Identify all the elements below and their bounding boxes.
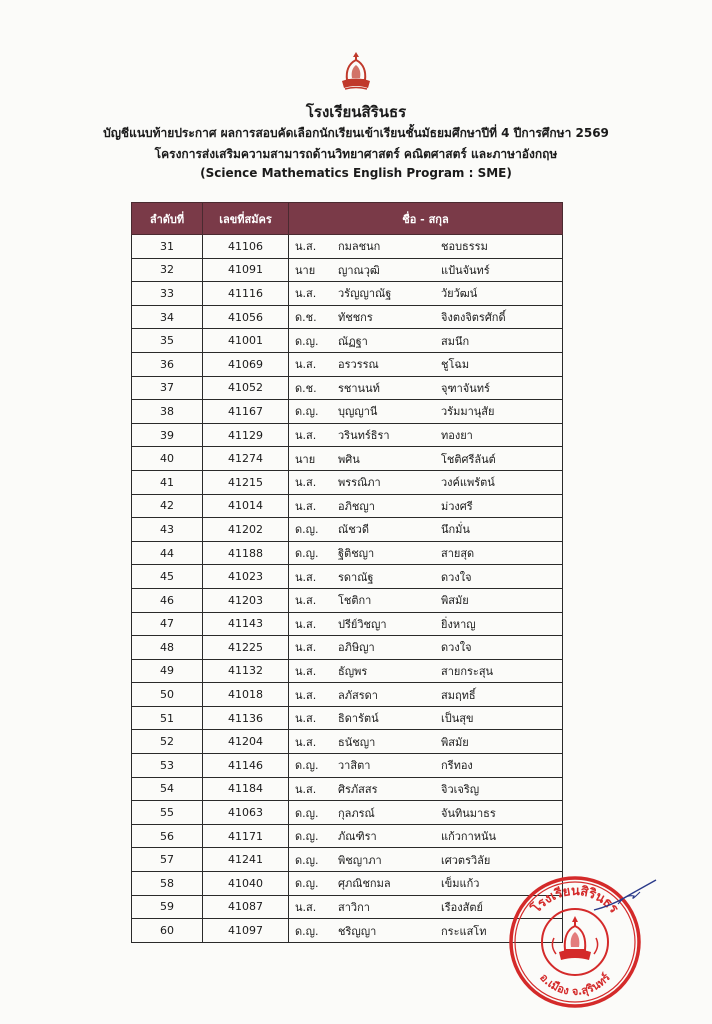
row-number: 43: [132, 518, 203, 542]
table-row: [132, 872, 563, 896]
row-last-name: จุฑาจันทร์: [441, 381, 490, 395]
program-english-title: (Science Mathematics English Program : SME): [200, 166, 512, 180]
row-last-name: ทองยา: [441, 429, 473, 443]
table-row: [132, 659, 563, 683]
table-header-row: [132, 203, 563, 235]
row-first-name: อรวรรณ: [338, 358, 379, 372]
row-full-name: [289, 706, 563, 730]
row-name-prefix: ด.ญ.: [295, 405, 319, 419]
row-name-prefix: ด.ญ.: [295, 759, 319, 773]
row-name-prefix: ด.ญ.: [295, 924, 319, 938]
row-number: 44: [132, 541, 203, 565]
row-name-prefix: น.ส.: [295, 900, 317, 914]
row-name-prefix: ด.ญ.: [295, 877, 319, 891]
table-row: [132, 470, 563, 494]
row-first-name: ปรีย์วิชญา: [338, 617, 387, 631]
row-application-id: 41091: [203, 258, 289, 282]
row-last-name: กรีทอง: [441, 759, 473, 773]
row-last-name: ม่วงศรี: [441, 499, 473, 513]
row-last-name: จันทินมาธร: [441, 806, 496, 820]
row-name-prefix: นาย: [295, 263, 316, 277]
row-last-name: ดวงใจ: [441, 641, 472, 655]
table-row: [132, 376, 563, 400]
row-full-name: [289, 612, 563, 636]
row-full-name: [289, 447, 563, 471]
row-first-name: พศิน: [338, 452, 360, 466]
row-last-name: สมฤทธิ์: [441, 688, 476, 702]
row-full-name: [289, 494, 563, 518]
row-number: 51: [132, 706, 203, 730]
row-application-id: 41116: [203, 282, 289, 306]
row-last-name: กระแสโท: [441, 924, 487, 938]
row-last-name: เป็นสุข: [441, 712, 474, 726]
row-full-name: [289, 754, 563, 778]
row-number: 40: [132, 447, 203, 471]
row-last-name: สายกระสุน: [441, 664, 494, 678]
row-number: 59: [132, 895, 203, 919]
row-first-name: ฐิติชญา: [338, 547, 375, 561]
row-application-id: 41274: [203, 447, 289, 471]
row-first-name: ชริญญา: [338, 924, 377, 938]
row-last-name: แก้วกาหนัน: [441, 830, 497, 844]
row-first-name: ลภัสรดา: [338, 688, 378, 702]
row-full-name: [289, 376, 563, 400]
row-application-id: 41167: [203, 400, 289, 424]
table-row: [132, 423, 563, 447]
row-full-name: [289, 777, 563, 801]
table-row: [132, 706, 563, 730]
row-full-name: [289, 400, 563, 424]
table-row: [132, 258, 563, 282]
row-last-name: เศวตรวิลัย: [441, 853, 491, 867]
row-last-name: ยิ่งหาญ: [441, 617, 476, 631]
row-last-name: วงค์แพรัตน์: [441, 476, 495, 490]
stamp-top-text: โรงเรียนสิรินธร: [529, 883, 621, 917]
row-application-id: 41241: [203, 848, 289, 872]
table-row: [132, 447, 563, 471]
row-number: 58: [132, 872, 203, 896]
row-last-name: แป้นจันทร์: [441, 263, 490, 277]
row-first-name: บุญญานี: [338, 405, 378, 419]
row-application-id: 41146: [203, 754, 289, 778]
row-full-name: [289, 518, 563, 542]
row-full-name: [289, 848, 563, 872]
row-first-name: ศุภณิชกมล: [338, 877, 391, 891]
table-row: [132, 494, 563, 518]
program-title: โครงการส่งเสริมความสามารถด้านวิทยาศาสตร์ คณิตศาสตร์ และภาษาอังกฤษ: [154, 147, 558, 161]
row-last-name: ดวงใจ: [441, 570, 472, 584]
table-row: [132, 754, 563, 778]
row-first-name: วรัญญาณัฐ: [338, 287, 392, 301]
table-body: [132, 235, 563, 943]
row-last-name: พิสมัย: [441, 594, 469, 608]
row-full-name: [289, 282, 563, 306]
table-row: [132, 848, 563, 872]
signature-mark: [590, 876, 660, 916]
row-application-id: 41143: [203, 612, 289, 636]
row-first-name: กมลชนก: [338, 240, 381, 254]
row-full-name: [289, 329, 563, 353]
row-number: 50: [132, 683, 203, 707]
row-last-name: เข็มแก้ว: [441, 877, 480, 891]
row-application-id: 41204: [203, 730, 289, 754]
row-application-id: 41069: [203, 352, 289, 376]
row-number: 41: [132, 470, 203, 494]
row-number: 34: [132, 305, 203, 329]
row-first-name: อภิชญา: [338, 499, 375, 513]
table-row: [132, 895, 563, 919]
row-application-id: 41202: [203, 518, 289, 542]
row-first-name: ธัญพร: [338, 664, 368, 678]
row-number: 49: [132, 659, 203, 683]
row-first-name: วรินทร์ธิรา: [338, 429, 390, 443]
row-number: 47: [132, 612, 203, 636]
table-row: [132, 777, 563, 801]
row-last-name: สายสุด: [441, 547, 475, 561]
school-name: โรงเรียนสิรินธร: [305, 103, 407, 121]
table-row: [132, 801, 563, 825]
row-application-id: 41171: [203, 824, 289, 848]
row-last-name: พิสมัย: [441, 735, 469, 749]
row-number: 54: [132, 777, 203, 801]
row-number: 55: [132, 801, 203, 825]
row-last-name: เรืองสัตย์: [441, 900, 483, 914]
row-full-name: [289, 235, 563, 259]
row-first-name: ณัฏฐา: [338, 334, 368, 348]
row-application-id: 41052: [203, 376, 289, 400]
row-name-prefix: น.ส.: [295, 240, 317, 254]
row-application-id: 41014: [203, 494, 289, 518]
table-row: [132, 541, 563, 565]
row-last-name: วัยวัฒน์: [441, 287, 478, 301]
row-number: 57: [132, 848, 203, 872]
row-name-prefix: ด.ญ.: [295, 523, 319, 537]
table-row: [132, 588, 563, 612]
row-full-name: [289, 683, 563, 707]
table-row: [132, 683, 563, 707]
table-row: [132, 329, 563, 353]
row-last-name: โชติศรีลันต์: [441, 452, 496, 466]
row-first-name: ณัชวดี: [338, 523, 369, 537]
table-row: [132, 235, 563, 259]
row-application-id: 41056: [203, 305, 289, 329]
row-last-name: นึกมั่น: [441, 523, 470, 537]
row-application-id: 41132: [203, 659, 289, 683]
row-name-prefix: น.ส.: [295, 594, 317, 608]
row-name-prefix: น.ส.: [295, 688, 317, 702]
row-first-name: ญาณวุฒิ: [338, 263, 380, 277]
row-number: 45: [132, 565, 203, 589]
row-full-name: [289, 565, 563, 589]
row-name-prefix: น.ส.: [295, 499, 317, 513]
row-name-prefix: น.ส.: [295, 712, 317, 726]
row-number: 38: [132, 400, 203, 424]
row-full-name: [289, 730, 563, 754]
table-row: [132, 730, 563, 754]
row-full-name: [289, 824, 563, 848]
row-last-name: จิงตงจิตรศักดิ์: [441, 311, 506, 325]
row-full-name: [289, 659, 563, 683]
row-number: 48: [132, 636, 203, 660]
row-name-prefix: ด.ญ.: [295, 547, 319, 561]
row-name-prefix: น.ส.: [295, 570, 317, 584]
row-number: 33: [132, 282, 203, 306]
row-last-name: จิวเจริญ: [441, 782, 480, 796]
row-first-name: ศิรภัสสร: [338, 782, 378, 796]
header-full-name: ชื่อ - สกุล: [289, 203, 563, 235]
stamp-bottom-text: อ.เมือง จ.สุรินทร์: [537, 971, 613, 999]
row-first-name: ธนัชญา: [338, 735, 376, 749]
row-full-name: [289, 588, 563, 612]
row-name-prefix: น.ส.: [295, 641, 317, 655]
row-application-id: 41129: [203, 423, 289, 447]
row-number: 42: [132, 494, 203, 518]
row-last-name: วรัมมานุสัย: [441, 405, 495, 419]
row-last-name: สมนึก: [441, 334, 470, 348]
row-first-name: วาสิตา: [338, 759, 371, 773]
table-row: [132, 305, 563, 329]
row-first-name: สาวิกา: [338, 900, 370, 914]
row-full-name: [289, 801, 563, 825]
row-name-prefix: น.ส.: [295, 664, 317, 678]
row-name-prefix: ด.ญ.: [295, 334, 319, 348]
row-first-name: รดาณัฐ: [338, 570, 374, 584]
row-application-id: 41087: [203, 895, 289, 919]
row-number: 32: [132, 258, 203, 282]
row-name-prefix: น.ส.: [295, 287, 317, 301]
row-number: 56: [132, 824, 203, 848]
row-application-id: 41063: [203, 801, 289, 825]
row-application-id: 41225: [203, 636, 289, 660]
header-application-id: เลขที่สมัคร: [203, 203, 289, 235]
row-application-id: 41097: [203, 919, 289, 943]
announcement-title: บัญชีแนบท้ายประกาศ ผลการสอบคัดเลือกนักเรียนเข้าเรียนชั้นมัธยมศึกษาปีที่ 4 ปีการศึกษา 2569: [103, 126, 609, 140]
header-number: ลำดับที่: [132, 203, 203, 235]
row-first-name: ทัชชกร: [338, 311, 373, 325]
row-application-id: 41040: [203, 872, 289, 896]
row-number: 39: [132, 423, 203, 447]
row-full-name: [289, 541, 563, 565]
row-name-prefix: น.ส.: [295, 358, 317, 372]
row-number: 46: [132, 588, 203, 612]
row-name-prefix: น.ส.: [295, 476, 317, 490]
row-name-prefix: น.ส.: [295, 782, 317, 796]
table-row: [132, 919, 563, 943]
row-full-name: [289, 470, 563, 494]
row-full-name: [289, 636, 563, 660]
row-name-prefix: ด.ช.: [295, 381, 317, 395]
row-full-name: [289, 258, 563, 282]
table-row: [132, 282, 563, 306]
row-first-name: พิชญาภา: [338, 853, 382, 867]
row-name-prefix: ด.ญ.: [295, 806, 319, 820]
row-name-prefix: ด.ช.: [295, 311, 317, 325]
table-row: [132, 352, 563, 376]
table-row: [132, 824, 563, 848]
row-name-prefix: นาย: [295, 452, 316, 466]
table-row: [132, 518, 563, 542]
row-application-id: 41001: [203, 329, 289, 353]
row-name-prefix: น.ส.: [295, 735, 317, 749]
row-application-id: 41203: [203, 588, 289, 612]
row-name-prefix: ด.ญ.: [295, 830, 319, 844]
row-application-id: 41136: [203, 706, 289, 730]
row-last-name: ชอบธรรม: [441, 240, 488, 254]
row-full-name: [289, 423, 563, 447]
row-application-id: 41215: [203, 470, 289, 494]
row-application-id: 41188: [203, 541, 289, 565]
row-number: 52: [132, 730, 203, 754]
table-row: [132, 636, 563, 660]
row-application-id: 41018: [203, 683, 289, 707]
student-list-table: [131, 202, 563, 943]
row-number: 35: [132, 329, 203, 353]
table-row: [132, 612, 563, 636]
row-number: 53: [132, 754, 203, 778]
row-first-name: อภิษิญา: [338, 641, 375, 655]
row-first-name: พรรณิภา: [338, 476, 381, 490]
row-full-name: [289, 352, 563, 376]
row-first-name: ธิดารัตน์: [338, 712, 379, 726]
row-name-prefix: น.ส.: [295, 429, 317, 443]
row-number: 60: [132, 919, 203, 943]
row-first-name: รชานนท์: [338, 381, 380, 395]
row-number: 36: [132, 352, 203, 376]
row-application-id: 41184: [203, 777, 289, 801]
row-last-name: ชูโฉม: [441, 358, 470, 372]
row-application-id: 41106: [203, 235, 289, 259]
table-row: [132, 565, 563, 589]
row-first-name: โชติกา: [338, 594, 372, 608]
table-row: [132, 400, 563, 424]
row-application-id: 41023: [203, 565, 289, 589]
row-first-name: ภัณฑิรา: [338, 830, 377, 844]
row-name-prefix: น.ส.: [295, 617, 317, 631]
row-number: 31: [132, 235, 203, 259]
row-first-name: กุลภรณ์: [338, 806, 375, 820]
school-emblem-logo: [336, 50, 376, 94]
row-name-prefix: ด.ญ.: [295, 853, 319, 867]
row-number: 37: [132, 376, 203, 400]
row-full-name: [289, 305, 563, 329]
